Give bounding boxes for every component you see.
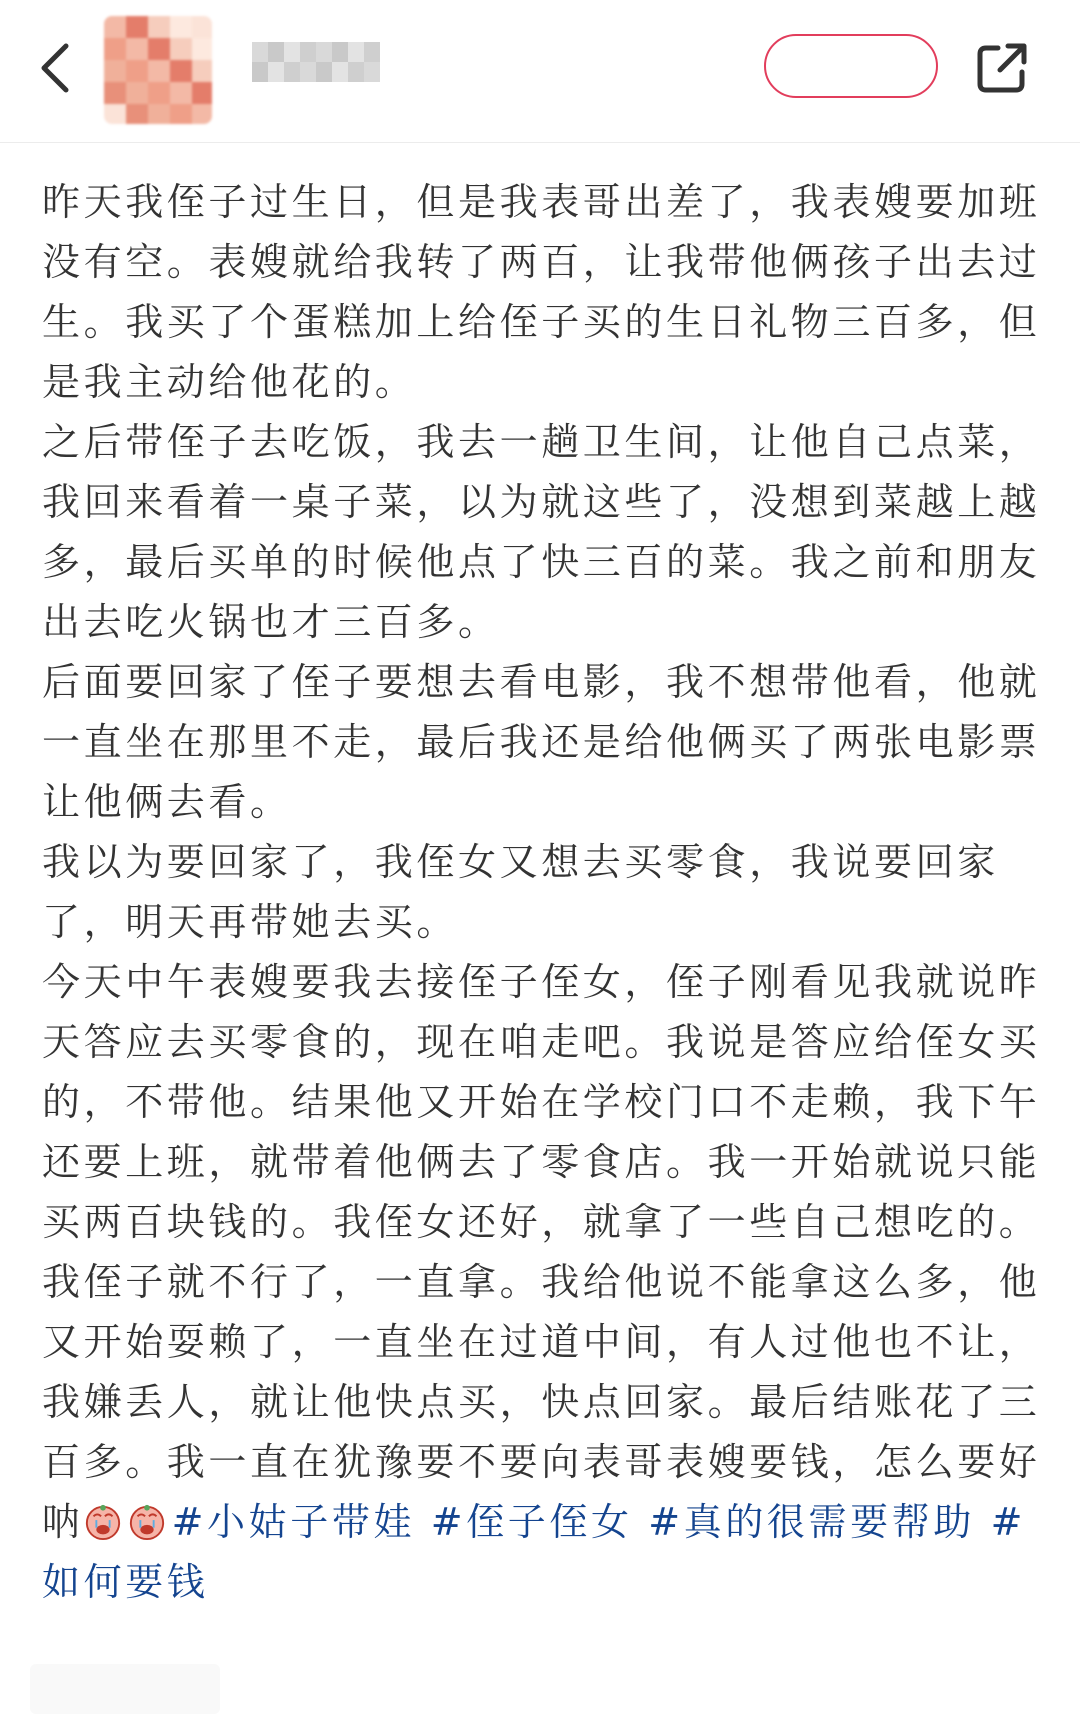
- username-pixel: [364, 42, 380, 62]
- avatar-pixel: [192, 82, 212, 104]
- avatar-pixel: [192, 38, 212, 60]
- avatar-pixel: [104, 60, 126, 82]
- hashtag-link[interactable]: #侄子侄女: [430, 1500, 633, 1544]
- avatar-pixel: [126, 16, 148, 38]
- top-bar: [0, 0, 1080, 143]
- avatar-pixel: [104, 82, 126, 104]
- avatar-pixel: [192, 16, 212, 38]
- avatar-pixel: [170, 16, 192, 38]
- avatar-pixel: [148, 60, 170, 82]
- username-pixel: [316, 42, 332, 62]
- avatar-pixel: [192, 104, 212, 124]
- avatar-pixel: [170, 60, 192, 82]
- back-button[interactable]: [36, 40, 80, 96]
- avatar-pixel: [126, 82, 148, 104]
- post-paragraph-last: [42, 952, 1042, 1612]
- username[interactable]: [252, 42, 380, 82]
- chevron-left-icon: [36, 40, 80, 96]
- username-pixel: [348, 62, 364, 82]
- avatar-pixel: [104, 38, 126, 60]
- crying-face-icon: [128, 1503, 166, 1541]
- post-paragraph: 后面要回家了侄子要想去看电影，我不想带他看，他就一直坐在那里不走，最后我还是给他俩买了两张电影票让他俩去看。: [42, 660, 1041, 824]
- post-paragraph: 昨天我侄子过生日，但是我表哥出差了，我表嫂要加班没有空。表嫂就给我转了两百，让我带他俩孩子出去过生。我买了个蛋糕加上给侄子买的生日礼物三百多，但是我主动给他花的。: [42, 180, 1041, 404]
- username-pixel: [332, 42, 348, 62]
- username-pixel: [268, 62, 284, 82]
- username-pixel: [316, 62, 332, 82]
- username-pixel: [332, 62, 348, 82]
- avatar-pixel: [126, 104, 148, 124]
- share-button[interactable]: [974, 40, 1030, 96]
- avatar-pixel: [170, 82, 192, 104]
- post-paragraph: 我以为要回家了，我侄女又想去买零食，我说要回家了，明天再带她去买。: [42, 840, 999, 944]
- username-pixel: [284, 42, 300, 62]
- post-paragraph-text: 今天中午表嫂要我去接侄子侄女，侄子刚看见我就说昨天答应去买零食的，现在咱走吧。我说是答应给侄女买的，不带他。结果他又开始在学校门口不走赖，我下午还要上班，就带着他俩去了零食店。我一开始就说只能买两百块钱的。我侄女还好，就拿了一些自己想吃的。我侄子就不行了，一直拿。我给他说不能拿这么多，他又开始耍赖了，一直坐在过道中间，有人过他也不让，我嫌丢人，就让他快点买，快点回家。最后结账花了三百多。我一直在犹豫要不要向表哥表嫂要钱，怎么要好呐: [42, 960, 1041, 1544]
- avatar-pixel: [192, 60, 212, 82]
- post-paragraph: 之后带侄子去吃饭，我去一趟卫生间，让他自己点菜，我回来看着一桌子菜，以为就这些了，没想到菜越上越多，最后买单的时候他点了快三百的菜。我之前和朋友出去吃火锅也才三百多。: [42, 420, 1041, 644]
- username-pixel: [364, 62, 380, 82]
- avatar-pixel: [148, 38, 170, 60]
- avatar-pixel: [170, 104, 192, 124]
- avatar-pixel: [148, 16, 170, 38]
- avatar-pixel: [148, 82, 170, 104]
- share-icon: [974, 40, 1030, 96]
- bottom-placeholder: [30, 1664, 220, 1714]
- username-pixel: [252, 42, 268, 62]
- username-pixel: [300, 42, 316, 62]
- follow-button[interactable]: [764, 34, 938, 98]
- hashtag-link[interactable]: #真的很需要帮助: [648, 1500, 975, 1544]
- username-pixel: [348, 42, 364, 62]
- username-pixel: [268, 42, 284, 62]
- avatar-pixel: [104, 104, 126, 124]
- avatar-pixel: [126, 38, 148, 60]
- hashtag-link[interactable]: #如何要钱: [42, 1500, 1027, 1604]
- username-pixel: [284, 62, 300, 82]
- hashtag-link[interactable]: #小姑子带娃: [171, 1500, 416, 1544]
- avatar-pixel: [148, 104, 170, 124]
- avatar-pixel: [126, 60, 148, 82]
- username-pixel: [300, 62, 316, 82]
- avatar[interactable]: [104, 16, 212, 124]
- crying-face-icon: [84, 1503, 122, 1541]
- avatar-pixel: [104, 16, 126, 38]
- username-pixel: [252, 62, 268, 82]
- avatar-pixel: [170, 38, 192, 60]
- post-body: [42, 172, 1042, 1612]
